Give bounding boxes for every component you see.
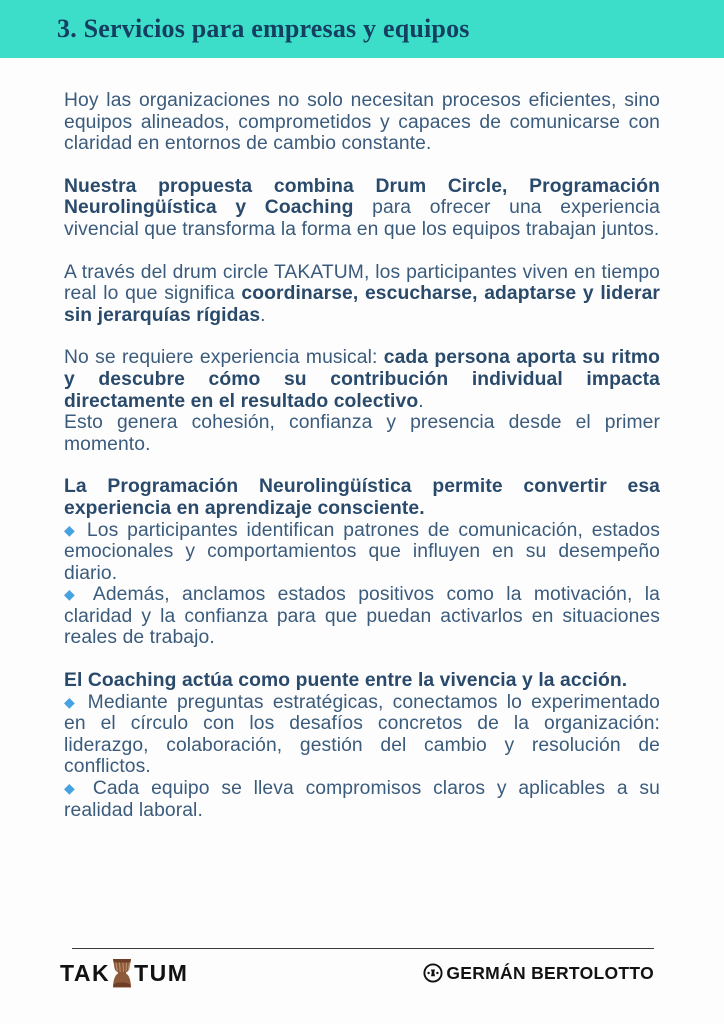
text-segment-bold: El Coaching actúa como puente entre la vivencia y la acción. [64, 670, 628, 692]
text-segment: Hoy las organizaciones no solo necesitan procesos eficientes, sino equipos alineados, comprometidos y capaces de comunicarse con claridad en entornos de cambio constante. [64, 90, 660, 155]
text-segment: Esto genera cohesión, confianza y presencia desde el primer momento. [64, 412, 660, 455]
page-title: 3. Servicios para empresas y equipos [57, 14, 470, 43]
paragraph [64, 176, 660, 241]
diamond-bullet-icon: ◆ [64, 693, 79, 710]
paragraph [64, 90, 660, 155]
text-segment: Cada equipo se lleva compromisos claros y aplicables a su realidad laboral. [64, 778, 660, 821]
text-segment-bold: cada persona aporta su ritmo y descubre cómo su contribución individual impacta directamente en el resultado colectivo [64, 347, 660, 412]
takatum-logo-text-left: TAK [60, 959, 111, 986]
diamond-bullet-icon: ◆ [64, 780, 82, 797]
diamond-bullet-icon: ◆ [64, 586, 82, 603]
german-bertolotto-label: GERMÁN BERTOLOTTO [446, 962, 654, 983]
body-text [64, 90, 660, 842]
paragraph [64, 262, 660, 327]
footer [60, 948, 654, 988]
takatum-logo [60, 958, 188, 988]
text-segment: Además, anclamos estados positivos como la motivación, la claridad y la confianza para que puedan activarlos en situaciones reales de trabajo. [64, 584, 660, 649]
paragraph [64, 670, 660, 692]
bullet-paragraph [64, 692, 660, 778]
bullet-paragraph [64, 778, 660, 821]
text-segment: No se requiere experiencia musical: [64, 347, 384, 369]
header-band [0, 0, 724, 58]
takatum-logo-text-right: TUM [134, 959, 189, 986]
bullet-paragraph [64, 520, 660, 585]
text-segment-bold: Nuestra propuesta combina Drum Circle, Programación Neurolingüística y Coaching [64, 175, 660, 219]
text-segment-bold: coordinarse, escucharse, adaptarse y liderar sin jerarquías rígidas [64, 283, 660, 326]
text-segment: A través del drum circle TAKATUM, los participantes viven en tiempo real lo que significa [64, 261, 660, 305]
paragraph [64, 476, 660, 519]
text-segment: Mediante preguntas estratégicas, conectamos lo experimentado en el círculo con los desafíos concretos de la organización: liderazgo, colaboración, gestión del cambio y resolución de conflictos. [64, 691, 660, 778]
bullet-paragraph [64, 584, 660, 649]
text-segment: . [418, 390, 424, 412]
paragraph [64, 347, 660, 455]
footer-divider [72, 948, 654, 949]
text-segment-bold: La Programación Neurolingüística permite convertir esa experiencia en aprendizaje consciente. [64, 476, 660, 519]
german-bertolotto-badge-icon [423, 963, 443, 983]
takatum-drum-icon [111, 958, 133, 988]
text-segment: . [260, 304, 266, 326]
german-bertolotto-logo [423, 963, 654, 984]
text-segment: para ofrecer una experiencia vivencial que transforma la forma en que los equipos trabajan juntos. [64, 197, 660, 240]
text-segment: Los participantes identifican patrones de comunicación, estados emocionales y comportamientos que influyen en su desempeño diario. [64, 519, 660, 584]
diamond-bullet-icon: ◆ [64, 521, 79, 538]
